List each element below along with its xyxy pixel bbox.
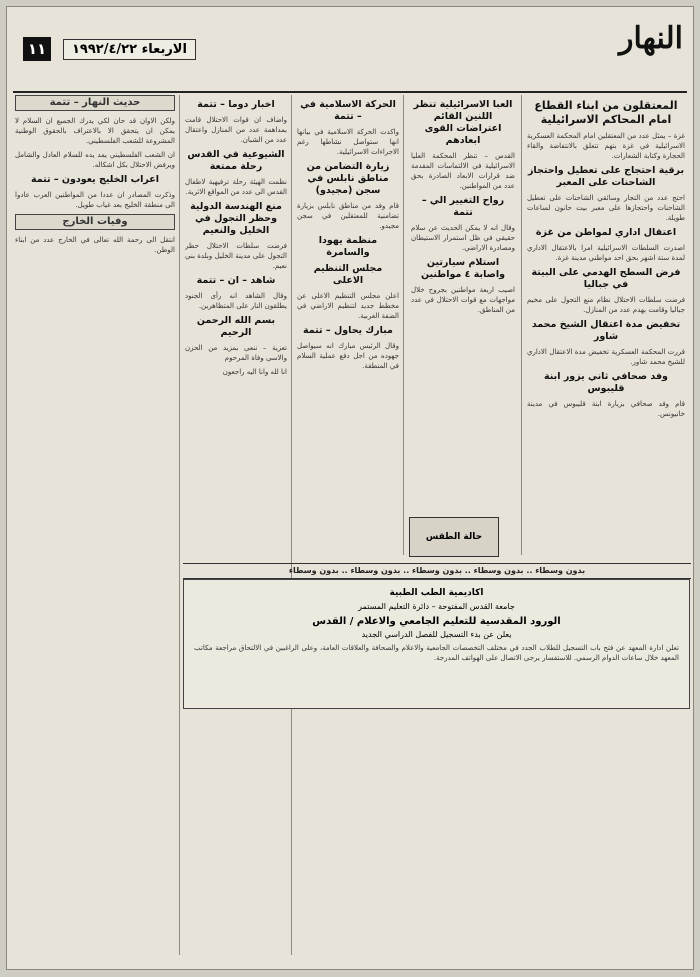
ad-strip: بدون وسطاء .. بدون وسطاء .. بدون وسطاء .. بدون وسطاء .. بدون وسطاء bbox=[183, 563, 691, 579]
newspaper-page bbox=[6, 6, 694, 970]
article-text: اصدرت السلطات الاسرائيلية امرا بالاعتقال الاداري لمدة ستة اشهر بحق احد مواطني مدينة غزة. bbox=[527, 244, 685, 262]
article-text: غزة – يمثل عدد من المعتقلين امام المحكمة العسكرية الاسرائيلية في غزة بتهم تتعلق بالانتفاضة والقاء الحجارة وكتابة الشعارات. bbox=[527, 132, 685, 160]
article-text: وقال الرئيس مبارك انه سيواصل جهوده من اجل دفع عملية السلام في المنطقة. bbox=[297, 342, 399, 370]
column-rule bbox=[403, 95, 404, 555]
headline: الحركة الاسلامية في – تتمة bbox=[300, 99, 396, 122]
ad-body: تعلن ادارة المعهد عن فتح باب التسجيل للطلاب الجدد في مختلف التخصصات الجامعية والاعلام والصحافة والعلاقات العامة، وعلى الراغبين في الالتحاق مراجعة مكاتب المعهد خلال ساعات الدوام الرسمي. للاستفسار يرجى الاتصال على الهواتف المدرجة. bbox=[194, 644, 679, 662]
headline: بسم الله الرحمن الرحيم bbox=[196, 315, 276, 338]
ad-line: جامعة القدس المفتوحة – دائرة التعليم المستمر bbox=[358, 602, 515, 611]
article-text: فرضت سلطات الاحتلال نظام منع التجول على مخيم جباليا وقامت بهدم عدد من المنازل. bbox=[527, 296, 685, 314]
column-5 bbox=[15, 95, 175, 955]
article-text: قام وفد من مناطق نابلس بزيارة تضامنية للمعتقلين في سجن مجيدو. bbox=[297, 202, 399, 230]
column-rule bbox=[179, 95, 180, 955]
article-text: قررت المحكمة العسكرية تخفيض مدة الاعتقال الاداري للشيخ محمد شاور. bbox=[527, 348, 685, 366]
column-3 bbox=[297, 95, 399, 555]
ad-line: يعلن عن بدء التسجيل للفصل الدراسي الجديد bbox=[361, 630, 512, 639]
boxed-headline: حديث النهار – تتمة bbox=[15, 95, 175, 111]
article-text: تعزية – ننعى بمزيد من الحزن والاسى وفاة المرحوم bbox=[185, 344, 287, 362]
column-rule bbox=[291, 95, 292, 955]
article-text: وقال انه لا يمكن الحديث عن سلام حقيقي في ظل استمرار الاستيطان ومصادرة الاراضي. bbox=[411, 224, 515, 252]
headline: المعتقلون من ابناء القطاع امام المحاكم الاسرائيلية bbox=[534, 99, 678, 126]
headline: استلام سيارتين واصابة ٤ مواطنين bbox=[420, 257, 505, 280]
page-header bbox=[7, 21, 693, 81]
headline: العبا الاسرائيلية تنظر اللنين القائم اعتراضات القوى ابعادهم bbox=[413, 99, 513, 146]
ad-line: اكاديمية الطب الطبية bbox=[389, 588, 484, 598]
article-text: ان الشعب الفلسطيني يمد يده للسلام العادل والشامل ويرفض الاحتلال بكل اشكاله. bbox=[15, 151, 175, 169]
headline: وفد صحافي ثاني يزور ابنة قليبوس bbox=[544, 371, 668, 394]
issue-date: الاربعاء ١٩٩٢/٤/٢٢ bbox=[63, 39, 196, 60]
article-text: وقال الشاهد انه رأى الجنود يطلقون النار على المتظاهرين. bbox=[185, 292, 287, 310]
column-4 bbox=[185, 95, 287, 955]
article-text: واضاف ان قوات الاحتلال قامت بمداهمة عدد من المنازل واعتقال عدد من الشبان. bbox=[185, 116, 287, 144]
headline: اخبار دوما – تتمة bbox=[197, 99, 275, 110]
article-text: اعلن مجلس التنظيم الاعلى عن مخطط جديد لتنظيم الاراضي في الضفة الغربية. bbox=[297, 292, 399, 320]
article-text: وذكرت المصادر ان عددا من المواطنين العرب عادوا الى منطقة الخليج بعد غياب طويل. bbox=[15, 191, 175, 209]
article-text: فرضت سلطات الاحتلال حظر التجول على مدينة الخليل وبلدة بني نعيم. bbox=[185, 242, 287, 270]
header-rule bbox=[13, 91, 687, 93]
headline: اعراب الخليج يعودون – تتمة bbox=[30, 174, 160, 185]
headline: مبارك يحاول – تتمة bbox=[303, 325, 393, 336]
headline: منظمة يهودا والسامرة bbox=[318, 235, 378, 258]
advertisement bbox=[183, 579, 690, 709]
ad-title: الورود المقدسية للتعليم الجامعي والاعلام / القدس bbox=[312, 616, 561, 627]
headline: زيارة التضامن من مناطق نابلس في سجن (مجيدو) bbox=[306, 161, 390, 196]
headline: شاهد – ان – تتمة bbox=[196, 275, 276, 286]
column-rule bbox=[521, 95, 522, 555]
article-text: نظمت الهيئة رحلة ترفيهية لاطفال القدس الى عدد من المواقع الاثرية. bbox=[185, 178, 287, 196]
article-text: ولكن الاوان قد حان لكي يدرك الجميع ان السلام لا يمكن ان يتحقق الا بالاعتراف بالحقوق الوطنية المشروعة للشعب الفلسطيني. bbox=[15, 117, 175, 145]
headline: برقية احتجاج على تعطيل واحتجاز الشاحنات على المعبر bbox=[527, 165, 685, 188]
headline: منع الهندسة الدولية وحظر التجول في الخليل والنعيم bbox=[190, 201, 282, 236]
page-number: ١١ bbox=[23, 37, 51, 61]
article-text: واكدت الحركة الاسلامية في بيانها انها ستواصل نشاطها رغم الاجراءات الاسرائيلية. bbox=[297, 128, 399, 156]
weather-box: حالة الطقس bbox=[409, 517, 499, 557]
headline: مجلس التنظيم الاعلى bbox=[313, 263, 383, 286]
article-text: اصيب اربعة مواطنين بجروح خلال مواجهات مع قوات الاحتلال في عدد من المناطق. bbox=[411, 286, 515, 314]
headline: الشيوعية في القدس رحلة ممتعة bbox=[187, 149, 285, 172]
article-text: احتج عدد من التجار وسائقي الشاحنات على تعطيل الشاحنات واحتجازها على معبر بيت حانون لساعات طويلة. bbox=[527, 194, 685, 222]
boxed-headline: وفيات الخارج bbox=[15, 214, 175, 230]
headline: فرض السطح الهدمي على البيتة في جباليا bbox=[531, 267, 681, 290]
column-2 bbox=[411, 95, 515, 555]
article-text: القدس – تنظر المحكمة العليا الاسرائيلية في الالتماسات المقدمة ضد قرارات الابعاد الصادرة بحق عدد من المواطنين. bbox=[411, 152, 515, 190]
article-text: انا لله وانا اليه راجعون bbox=[222, 368, 287, 376]
article-text: انتقل الى رحمة الله تعالى في الخارج عدد من ابناء الوطن. bbox=[15, 236, 175, 254]
masthead: النهار bbox=[619, 21, 683, 56]
column-1 bbox=[527, 95, 685, 955]
headline: اعتقال اداري لمواطن من غزة bbox=[535, 227, 677, 238]
headline: رواح التغيير الي – تتمة bbox=[421, 195, 505, 218]
article-text: قام وفد صحافي بزيارة ابنة قليبوس في مدينة خانيونس. bbox=[527, 400, 685, 418]
headline: تخفيض مدة اعتقال الشيخ محمد شاور bbox=[531, 319, 681, 342]
